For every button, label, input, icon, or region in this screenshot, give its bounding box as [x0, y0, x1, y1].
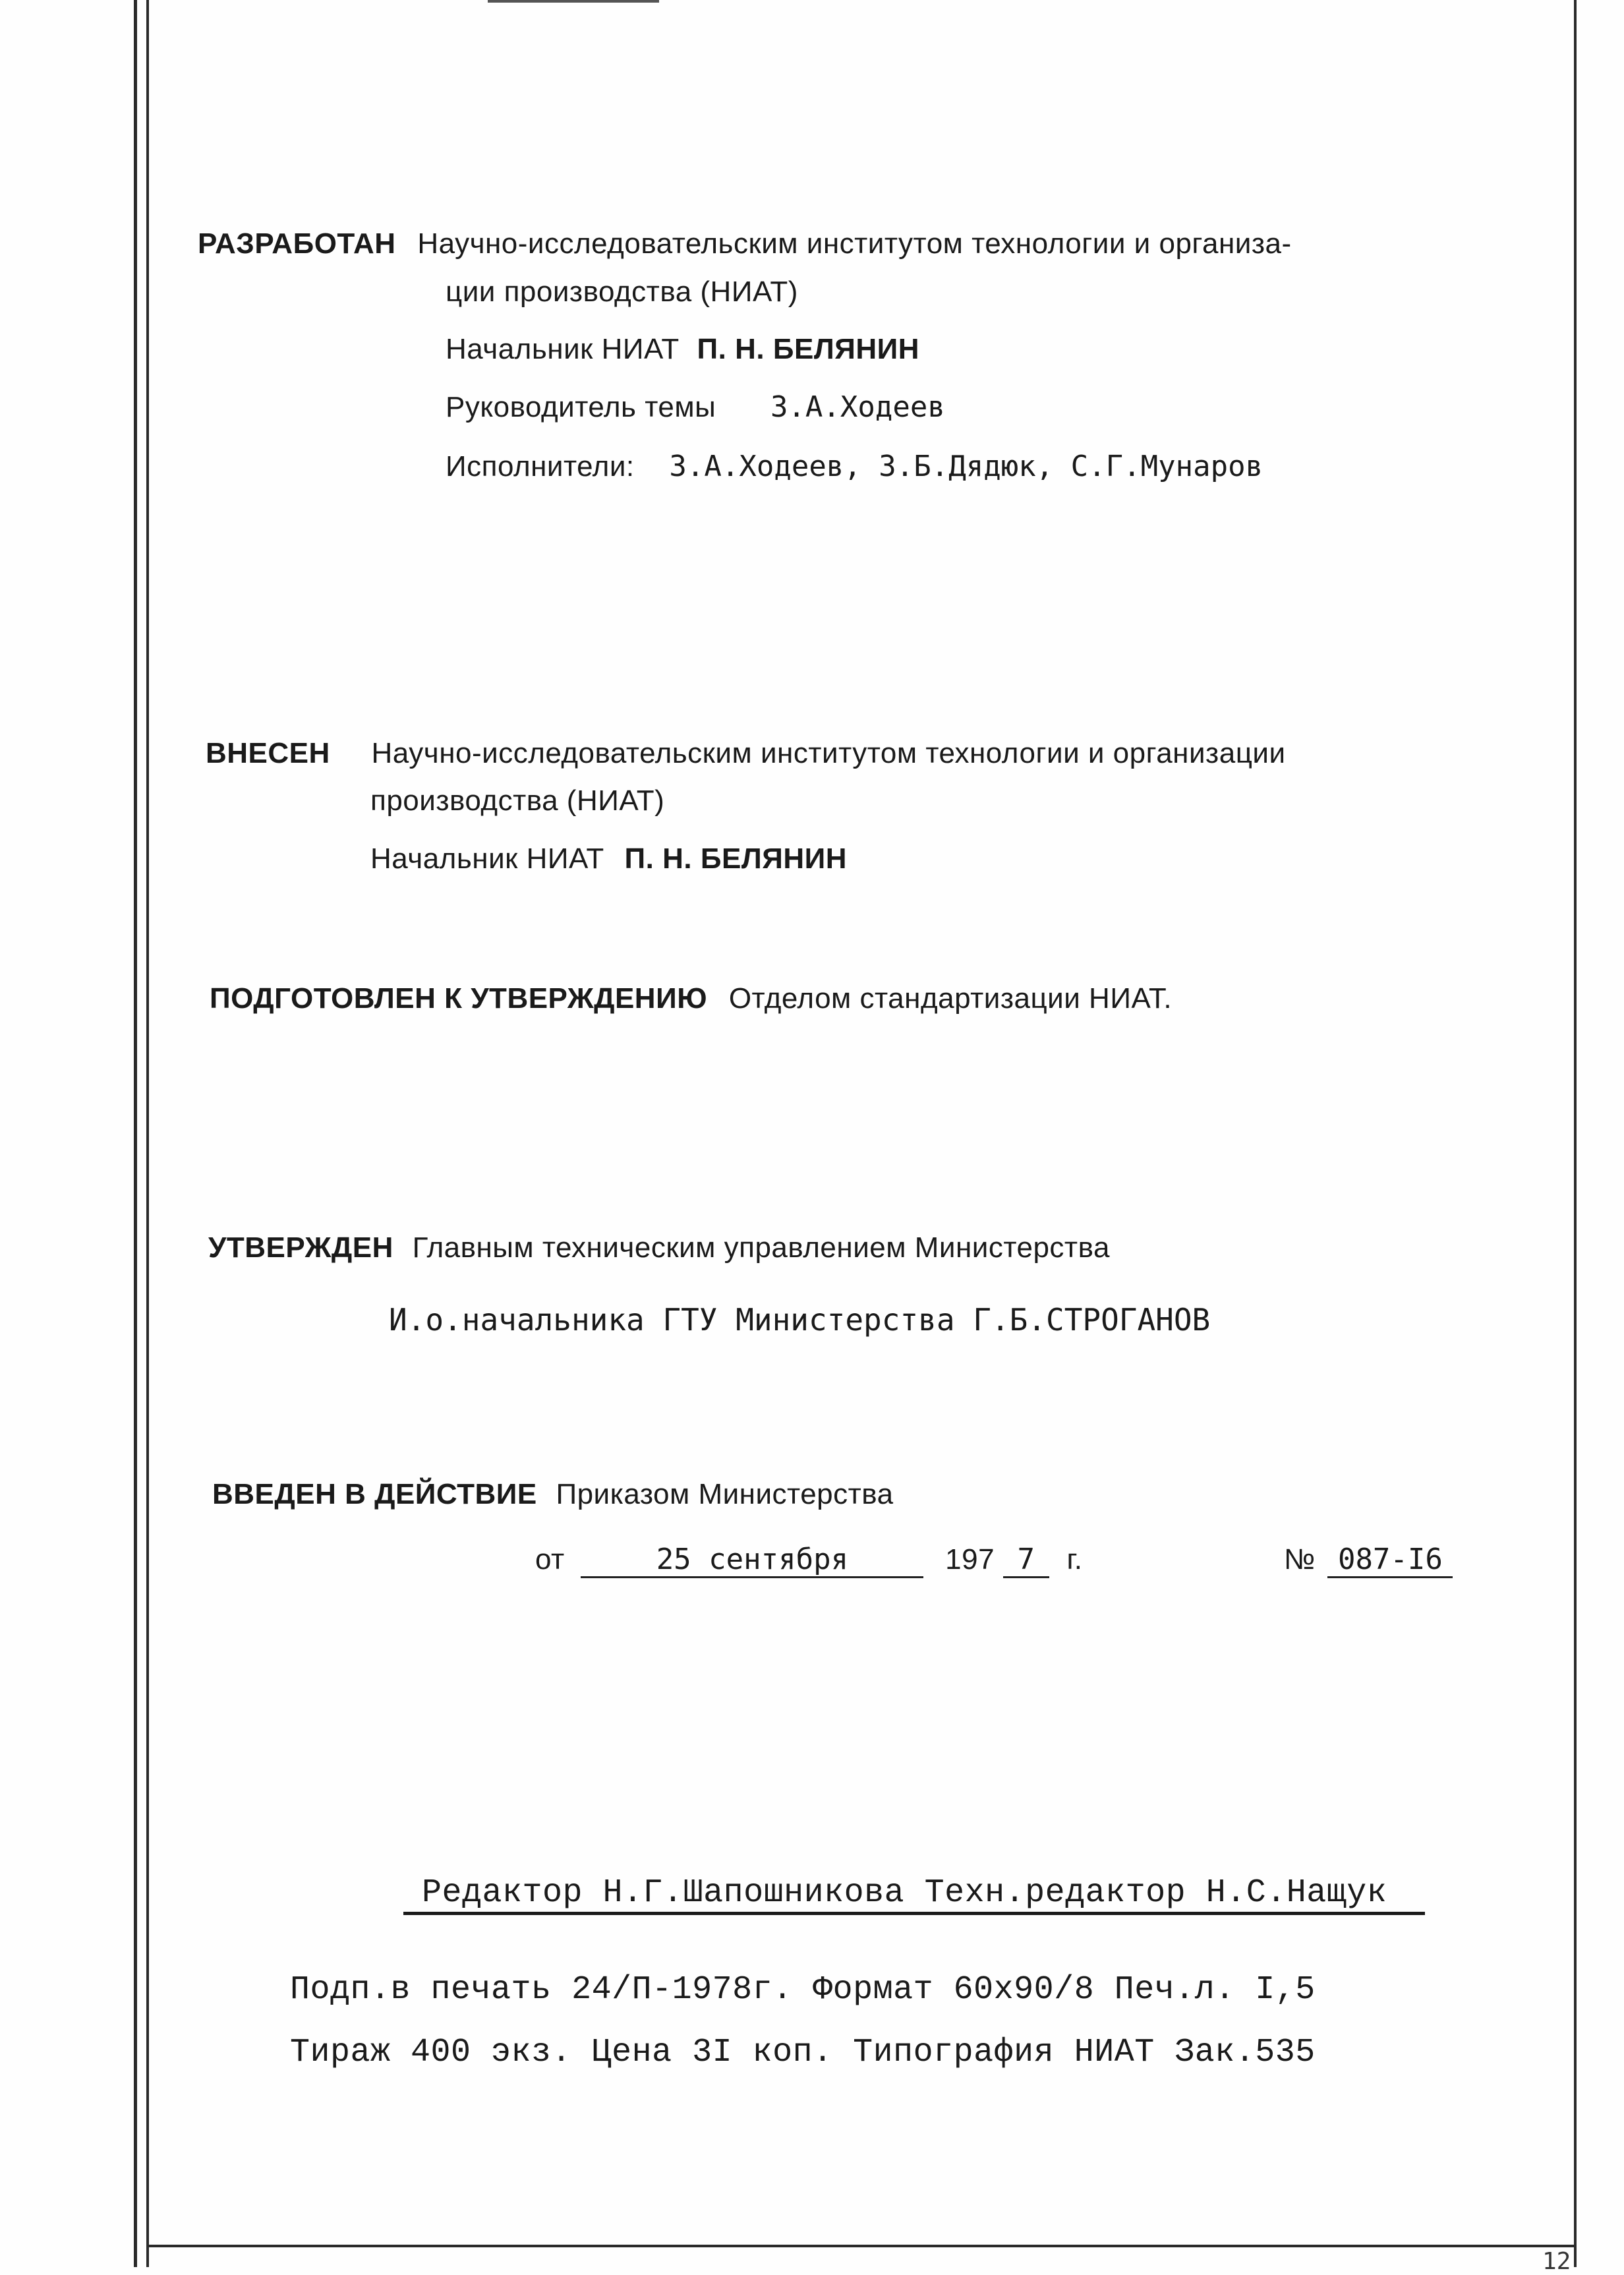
vnesen-text-2: производства (НИАТ)	[370, 784, 665, 817]
vnesen-chief-name: П. Н. БЕЛЯНИН	[624, 842, 847, 875]
razrabotan-chief-line	[446, 333, 919, 366]
vnesen-line-1	[206, 737, 1286, 770]
razrabotan-lead-line	[446, 390, 945, 424]
vveden-year-suffix: г.	[1066, 1543, 1083, 1576]
utverzhden-text: Главным техническим управлением Министерства	[412, 1231, 1110, 1264]
frame-bottom-line	[146, 2245, 1577, 2247]
razrabotan-text-1: Научно-исследовательским институтом технологии и организа-	[417, 227, 1292, 260]
corner-page-number: 12	[1542, 2248, 1571, 2275]
frame-right-line	[1574, 0, 1577, 2267]
vveden-number-line	[1284, 1543, 1453, 1578]
vnesen-label: ВНЕСЕН	[206, 737, 330, 769]
vveden-date-value: 25 сентября	[581, 1543, 923, 1578]
razrabotan-lead-name: З.А.Ходеев	[770, 390, 945, 424]
razrabotan-chief-label: Начальник НИАТ	[446, 333, 680, 365]
razrabotan-exec-names: З.А.Ходеев, З.Б.Дядюк, С.Г.Мунаров	[669, 450, 1263, 483]
frame-top-mark	[488, 0, 659, 3]
utverzhden-label: УТВЕРЖДЕН	[208, 1231, 393, 1264]
imprint-editors-underline	[403, 1912, 1425, 1915]
vveden-text: Приказом Министерства	[556, 1478, 894, 1510]
vveden-line	[212, 1478, 894, 1511]
frame-left-inner-line	[146, 0, 149, 2267]
vveden-ot-label: от	[535, 1543, 565, 1576]
razrabotan-label: РАЗРАБОТАН	[198, 227, 396, 260]
podgotovlen-text: Отделом стандартизации НИАТ.	[728, 982, 1173, 1015]
vnesen-text-1: Научно-исследовательским институтом технологии и организации	[371, 737, 1286, 769]
vveden-number-value: 087-I6	[1327, 1543, 1453, 1578]
vveden-label: ВВЕДЕН В ДЕЙСТВИЕ	[212, 1478, 537, 1510]
frame-left-outer-line	[134, 0, 137, 2267]
razrabotan-text-2: ции производства (НИАТ)	[446, 276, 798, 308]
razrabotan-chief-name: П. Н. БЕЛЯНИН	[697, 333, 919, 365]
podgotovlen-label: ПОДГОТОВЛЕН К УТВЕРЖДЕНИЮ	[210, 982, 708, 1015]
razrabotan-exec-label: Исполнители:	[446, 450, 635, 483]
vnesen-chief-line	[370, 842, 847, 875]
vnesen-chief-label: Начальник НИАТ	[370, 842, 604, 875]
vveden-number-label: №	[1284, 1543, 1316, 1576]
utverzhden-signer: И.о.начальника ГТУ Министерства Г.Б.СТРОГАНОВ	[389, 1302, 1211, 1338]
vveden-year-digit: 7	[1003, 1543, 1049, 1578]
utverzhden-line	[208, 1231, 1110, 1264]
razrabotan-line-1	[198, 227, 1292, 260]
razrabotan-lead-label: Руководитель темы	[446, 391, 716, 423]
podgotovlen-line	[210, 982, 1172, 1015]
razrabotan-exec-line	[446, 450, 1263, 483]
imprint-line-2: Подп.в печать 24/П-1978г. Формат 60х90/8 Печ.л. I,5	[290, 1971, 1316, 2009]
imprint-line-3: Тираж 400 экз. Цена 3I коп. Типография НИАТ Зак.535	[290, 2034, 1316, 2071]
imprint-editors: Редактор Н.Г.Шапошникова Техн.редактор Н.С.Нащук	[422, 1874, 1387, 1912]
vveden-date-line	[535, 1543, 1082, 1578]
vveden-year-prefix: 197	[945, 1543, 995, 1576]
